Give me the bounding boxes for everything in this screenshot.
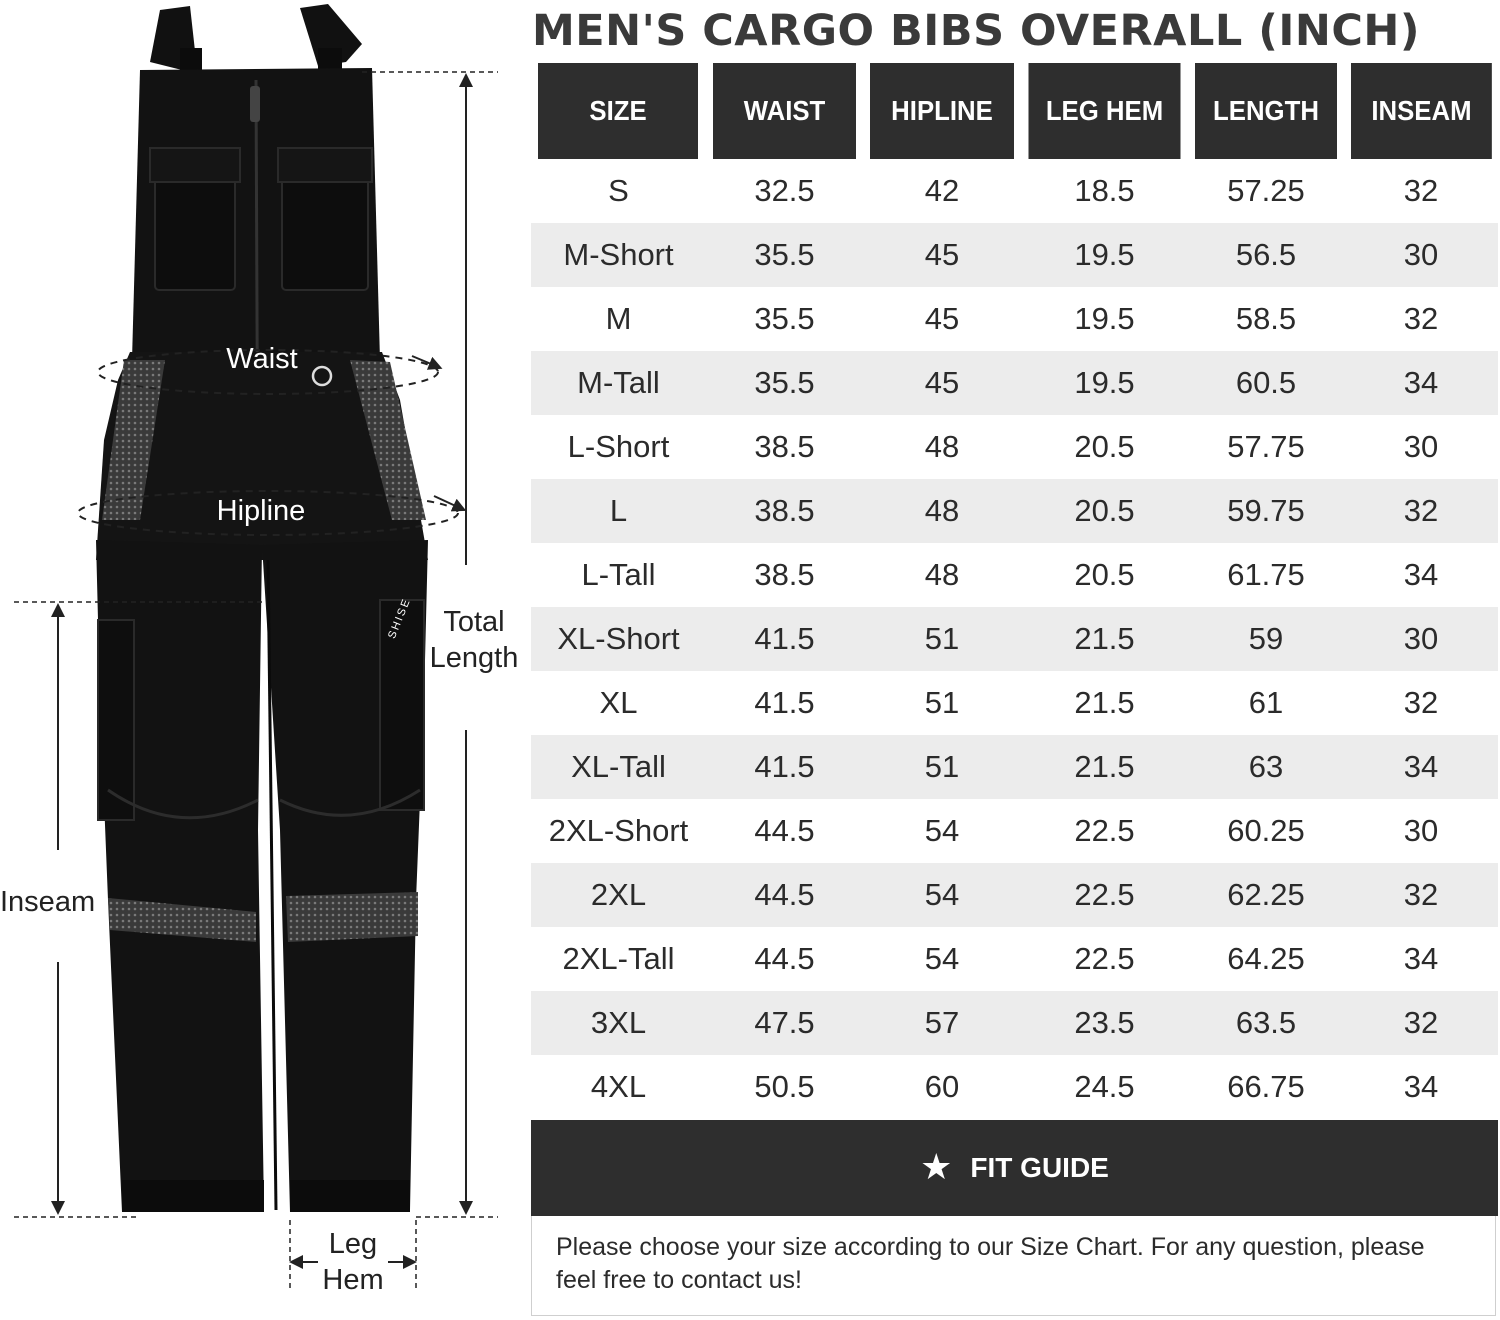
cell-inseam: 30 xyxy=(1344,223,1498,287)
cell-hipline: 45 xyxy=(863,351,1021,415)
cell-length: 60.5 xyxy=(1188,351,1344,415)
cell-size: XL xyxy=(531,671,706,735)
size-chart-table xyxy=(531,63,1498,1119)
cell-inseam: 32 xyxy=(1344,159,1498,223)
leg-hem-label-line2: Hem xyxy=(322,1264,384,1296)
cell-leg-hem: 19.5 xyxy=(1021,223,1188,287)
cell-waist: 44.5 xyxy=(706,927,863,991)
cell-waist: 35.5 xyxy=(706,287,863,351)
cell-waist: 44.5 xyxy=(706,863,863,927)
cell-size: M-Tall xyxy=(531,351,706,415)
cell-inseam: 30 xyxy=(1344,799,1498,863)
cell-size: 3XL xyxy=(531,991,706,1055)
cell-inseam: 32 xyxy=(1344,991,1498,1055)
cell-waist: 41.5 xyxy=(706,735,863,799)
cell-waist: 47.5 xyxy=(706,991,863,1055)
cell-length: 58.5 xyxy=(1188,287,1344,351)
cell-leg-hem: 21.5 xyxy=(1021,671,1188,735)
cell-waist: 44.5 xyxy=(706,799,863,863)
table-row xyxy=(531,223,1498,287)
cell-length: 63.5 xyxy=(1188,991,1344,1055)
cell-size: 2XL-Tall xyxy=(531,927,706,991)
table-row xyxy=(531,479,1498,543)
cell-waist: 35.5 xyxy=(706,223,863,287)
table-row xyxy=(531,543,1498,607)
cell-waist: 38.5 xyxy=(706,479,863,543)
cell-waist: 38.5 xyxy=(706,543,863,607)
cell-inseam: 30 xyxy=(1344,607,1498,671)
cell-hipline: 48 xyxy=(863,543,1021,607)
table-row xyxy=(531,159,1498,223)
table-row xyxy=(531,735,1498,799)
cell-waist: 50.5 xyxy=(706,1055,863,1119)
cell-length: 60.25 xyxy=(1188,799,1344,863)
cell-leg-hem: 19.5 xyxy=(1021,351,1188,415)
fit-guide-bar xyxy=(531,1120,1498,1216)
cell-hipline: 60 xyxy=(863,1055,1021,1119)
table-row xyxy=(531,671,1498,735)
cell-leg-hem: 23.5 xyxy=(1021,991,1188,1055)
cell-length: 59.75 xyxy=(1188,479,1344,543)
cell-inseam: 32 xyxy=(1344,863,1498,927)
cell-inseam: 34 xyxy=(1344,543,1498,607)
header-length: LENGTH xyxy=(1194,63,1338,159)
cell-hipline: 57 xyxy=(863,991,1021,1055)
table-row xyxy=(531,351,1498,415)
cell-length: 57.75 xyxy=(1188,415,1344,479)
cell-leg-hem: 19.5 xyxy=(1021,287,1188,351)
cell-hipline: 54 xyxy=(863,799,1021,863)
cell-size: S xyxy=(531,159,706,223)
cell-length: 59 xyxy=(1188,607,1344,671)
leg-hem-label-line1: Leg xyxy=(328,1228,378,1260)
cell-length: 56.5 xyxy=(1188,223,1344,287)
cell-leg-hem: 18.5 xyxy=(1021,159,1188,223)
overalls-figure xyxy=(0,0,530,1320)
cell-length: 62.25 xyxy=(1188,863,1344,927)
reflective-band-right xyxy=(286,892,418,942)
cell-inseam: 34 xyxy=(1344,735,1498,799)
brand-logo-text: SHISE xyxy=(386,596,414,641)
table-row xyxy=(531,415,1498,479)
cell-inseam: 32 xyxy=(1344,671,1498,735)
cell-size: XL-Tall xyxy=(531,735,706,799)
cell-leg-hem: 21.5 xyxy=(1021,607,1188,671)
cell-hipline: 54 xyxy=(863,863,1021,927)
page-title: MEN'S CARGO BIBS OVERALL (INCH) xyxy=(532,6,1421,56)
cell-length: 64.25 xyxy=(1188,927,1344,991)
header-waist: WAIST xyxy=(712,63,856,159)
cell-hipline: 48 xyxy=(863,479,1021,543)
cell-size: 4XL xyxy=(531,1055,706,1119)
cell-length: 57.25 xyxy=(1188,159,1344,223)
cell-leg-hem: 22.5 xyxy=(1021,863,1188,927)
cell-waist: 41.5 xyxy=(706,607,863,671)
table-row xyxy=(531,863,1498,927)
cell-inseam: 34 xyxy=(1344,927,1498,991)
cell-length: 61 xyxy=(1188,671,1344,735)
cell-size: XL-Short xyxy=(531,607,706,671)
cell-hipline: 45 xyxy=(863,223,1021,287)
cell-leg-hem: 24.5 xyxy=(1021,1055,1188,1119)
total-length-label-line2: Length xyxy=(429,642,519,674)
cell-leg-hem: 20.5 xyxy=(1021,543,1188,607)
cell-size: L-Tall xyxy=(531,543,706,607)
cell-inseam: 30 xyxy=(1344,415,1498,479)
cell-leg-hem: 22.5 xyxy=(1021,799,1188,863)
table-row xyxy=(531,927,1498,991)
inseam-label: Inseam xyxy=(0,886,96,918)
table-row xyxy=(531,991,1498,1055)
header-size: SIZE xyxy=(538,63,699,159)
header-leg-hem: LEG HEM xyxy=(1028,63,1182,159)
cell-hipline: 45 xyxy=(863,287,1021,351)
fit-guide-title: FIT GUIDE xyxy=(970,1152,1109,1183)
cell-waist: 35.5 xyxy=(706,351,863,415)
table-row xyxy=(531,287,1498,351)
cell-leg-hem: 21.5 xyxy=(1021,735,1188,799)
cell-hipline: 51 xyxy=(863,671,1021,735)
cell-hipline: 51 xyxy=(863,735,1021,799)
cell-size: M xyxy=(531,287,706,351)
cell-size: 2XL xyxy=(531,863,706,927)
table-row xyxy=(531,607,1498,671)
cell-hipline: 48 xyxy=(863,415,1021,479)
cell-hipline: 42 xyxy=(863,159,1021,223)
cell-size: L xyxy=(531,479,706,543)
cell-waist: 38.5 xyxy=(706,415,863,479)
cell-length: 61.75 xyxy=(1188,543,1344,607)
cell-leg-hem: 20.5 xyxy=(1021,415,1188,479)
table-row xyxy=(531,1055,1498,1119)
waist-label: Waist xyxy=(226,343,298,375)
cell-size: L-Short xyxy=(531,415,706,479)
cell-inseam: 34 xyxy=(1344,1055,1498,1119)
cell-hipline: 54 xyxy=(863,927,1021,991)
fit-guide-note: Please choose your size according to our Size Chart. For any question, please feel free to contact us! xyxy=(556,1233,1425,1294)
cell-waist: 41.5 xyxy=(706,671,863,735)
header-hipline: HIPLINE xyxy=(869,63,1014,159)
cell-inseam: 32 xyxy=(1344,287,1498,351)
cargo-pocket-left xyxy=(98,620,134,820)
table-header-row xyxy=(531,63,1498,159)
cell-hipline: 51 xyxy=(863,607,1021,671)
cell-length: 66.75 xyxy=(1188,1055,1344,1119)
cell-size: M-Short xyxy=(531,223,706,287)
cell-size: 2XL-Short xyxy=(531,799,706,863)
cell-length: 63 xyxy=(1188,735,1344,799)
cell-waist: 32.5 xyxy=(706,159,863,223)
hipline-label: Hipline xyxy=(216,495,306,527)
total-length-label-line1: Total xyxy=(443,606,505,638)
fit-guide-note-box xyxy=(531,1216,1496,1316)
table-row xyxy=(531,799,1498,863)
star-icon: ★ xyxy=(920,1147,953,1188)
cell-leg-hem: 20.5 xyxy=(1021,479,1188,543)
cell-inseam: 34 xyxy=(1344,351,1498,415)
cell-leg-hem: 22.5 xyxy=(1021,927,1188,991)
cell-inseam: 32 xyxy=(1344,479,1498,543)
header-inseam: INSEAM xyxy=(1350,63,1492,159)
